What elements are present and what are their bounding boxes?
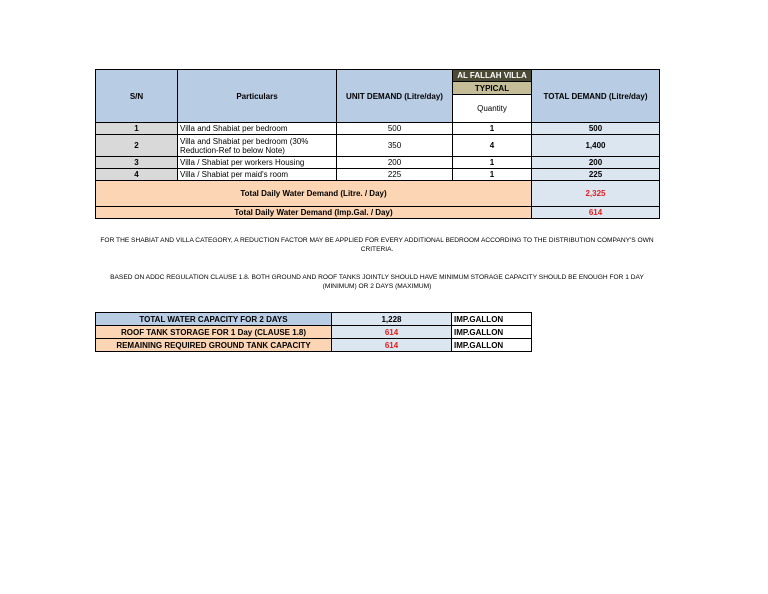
row-unit-demand: 500 <box>337 123 453 135</box>
row-unit-demand: 200 <box>337 157 453 169</box>
row-sn: 3 <box>96 157 178 169</box>
row-sn: 1 <box>96 123 178 135</box>
capacity-label: TOTAL WATER CAPACITY FOR 2 DAYS <box>96 313 332 326</box>
row-sn: 4 <box>96 169 178 181</box>
row-unit-demand: 350 <box>337 135 453 157</box>
table-row <box>96 135 660 157</box>
row-total-demand: 1,400 <box>532 135 660 157</box>
capacity-unit: IMP.GALLON <box>452 339 532 352</box>
total-gallon-label: Total Daily Water Demand (Imp.Gal. / Day) <box>96 207 532 219</box>
table-row <box>96 157 660 169</box>
row-quantity: 4 <box>453 135 532 157</box>
row-particular: Villa / Shabiat per workers Housing <box>178 157 337 169</box>
table-row <box>96 169 660 181</box>
tank-capacity-table <box>95 312 532 352</box>
row-total-demand: 200 <box>532 157 660 169</box>
total-litre-value: 2,325 <box>532 181 660 207</box>
row-total-demand: 225 <box>532 169 660 181</box>
capacity-value: 1,228 <box>332 313 452 326</box>
header-particulars: Particulars <box>178 70 337 123</box>
regulation-note: BASED ON ADDC REGULATION CLAUSE 1.8. BOTH GROUND AND ROOF TANKS JOINTLY SHOULD HAVE MINIMUM STORAGE CAPACITY SHOULD BE ENOUGH FOR 1 DAY (MINIMUM) OR 2 DAYS (MAXIMUM) <box>110 274 644 290</box>
header-unit-demand: UNIT DEMAND (Litre/day) <box>337 70 453 123</box>
capacity-label: ROOF TANK STORAGE FOR 1 Day (CLAUSE 1.8) <box>96 326 332 339</box>
header-quantity: Quantity <box>453 95 532 123</box>
row-total-demand: 500 <box>532 123 660 135</box>
header-sn: S/N <box>96 70 178 123</box>
row-quantity: 1 <box>453 123 532 135</box>
row-particular: Villa and Shabiat per bedroom <box>178 123 337 135</box>
row-particular: Villa and Shabiat per bedroom (30% Reduction-Ref to below Note) <box>178 135 337 157</box>
header-total-demand: TOTAL DEMAND (Litre/day) <box>532 70 660 123</box>
capacity-label: REMAINING REQUIRED GROUND TANK CAPACITY <box>96 339 332 352</box>
capacity-row <box>96 326 532 339</box>
total-litre-label: Total Daily Water Demand (Litre. / Day) <box>96 181 532 207</box>
row-quantity: 1 <box>453 169 532 181</box>
capacity-row <box>96 339 532 352</box>
capacity-unit: IMP.GALLON <box>452 313 532 326</box>
row-sn: 2 <box>96 135 178 157</box>
row-quantity: 1 <box>453 157 532 169</box>
total-gallon-value: 614 <box>532 207 660 219</box>
reduction-note: FOR THE SHABIAT AND VILLA CATEGORY, A REDUCTION FACTOR MAY BE APPLIED FOR EVERY ADDITIONAL BEDROOM ACCORDING TO THE DISTRIBUTION COMPANY'S OWN CRITERIA. <box>100 237 654 253</box>
capacity-unit: IMP.GALLON <box>452 326 532 339</box>
header-typical: TYPICAL <box>453 82 532 95</box>
capacity-value: 614 <box>332 339 452 352</box>
row-unit-demand: 225 <box>337 169 453 181</box>
capacity-row <box>96 313 532 326</box>
table-row <box>96 123 660 135</box>
water-demand-table <box>95 69 660 219</box>
capacity-value: 614 <box>332 326 452 339</box>
row-particular: Villa / Shabiat per maid's room <box>178 169 337 181</box>
header-villa-name: AL FALLAH VILLA <box>453 70 532 82</box>
